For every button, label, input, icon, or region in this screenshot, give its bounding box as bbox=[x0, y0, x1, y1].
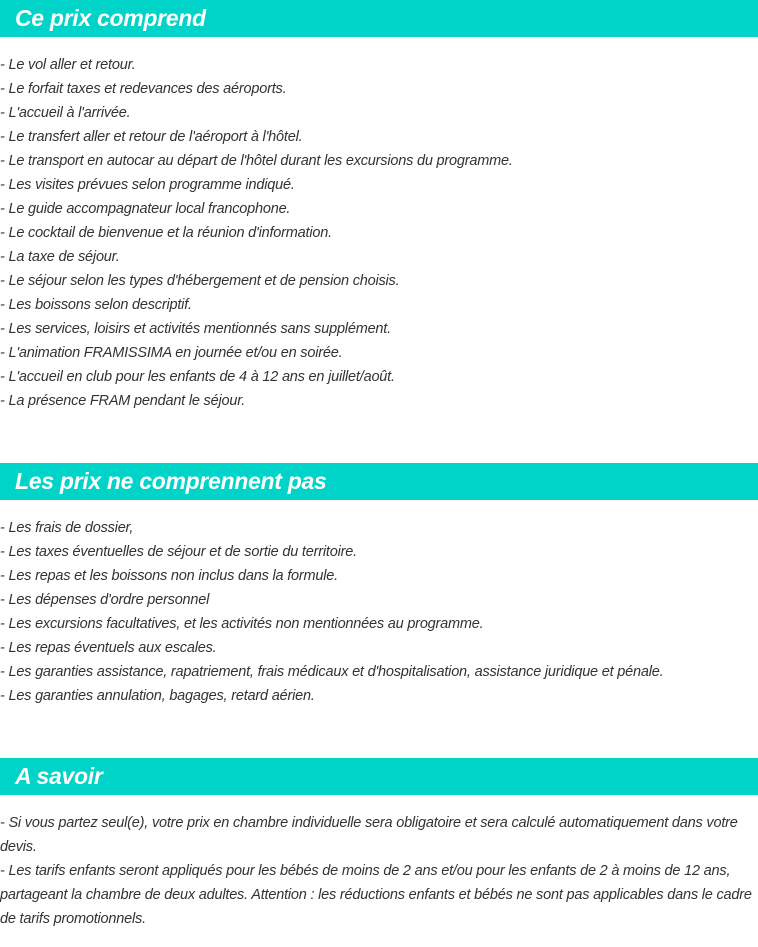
list-item: - Les excursions facultatives, et les activités non mentionnées au programme. bbox=[0, 616, 484, 632]
list-item: - Les boissons selon descriptif. bbox=[0, 297, 192, 313]
paragraph: - Les tarifs enfants seront appliqués pour les bébés de moins de 2 ans et/ou pour les enfants de 2 à moins de 12 ans, partageant la chambre de deux adultes. Attention : les réductions enfants et bébés ne sont pas applicables dans le cadre de tarifs promotionnels. bbox=[0, 863, 752, 927]
list-item: - L'accueil en club pour les enfants de 4 à 12 ans en juillet/août. bbox=[0, 369, 395, 385]
list-item: - Le transport en autocar au départ de l'hôtel durant les excursions du programme. bbox=[0, 153, 513, 169]
list-item: - La taxe de séjour. bbox=[0, 249, 120, 265]
section-title: Les prix ne comprennent pas bbox=[15, 468, 327, 494]
list-item: - Les taxes éventuelles de séjour et de sortie du territoire. bbox=[0, 544, 357, 560]
list-item: - L'animation FRAMISSIMA en journée et/ou en soirée. bbox=[0, 345, 343, 361]
good-to-know-text bbox=[0, 811, 752, 931]
list-item: - Le séjour selon les types d'hébergement et de pension choisis. bbox=[0, 273, 400, 289]
list-item: - Les garanties assistance, rapatriement, frais médicaux et d'hospitalisation, assistance juridique et pénale. bbox=[0, 664, 664, 680]
list-item: - Les dépenses d'ordre personnel bbox=[0, 592, 210, 608]
list-item: - Les repas éventuels aux escales. bbox=[0, 640, 217, 656]
list-item: - La présence FRAM pendant le séjour. bbox=[0, 393, 246, 409]
list-item: - Les garanties annulation, bagages, retard aérien. bbox=[0, 688, 315, 704]
list-item: - Les frais de dossier, bbox=[0, 520, 134, 536]
section-header-included bbox=[0, 0, 758, 37]
section-header-good-to-know bbox=[0, 758, 758, 795]
list-item: - Le vol aller et retour. bbox=[0, 57, 136, 73]
included-list bbox=[0, 53, 758, 413]
list-item: - L'accueil à l'arrivée. bbox=[0, 105, 131, 121]
section-header-not-included bbox=[0, 463, 758, 500]
list-item: - Les services, loisirs et activités mentionnés sans supplément. bbox=[0, 321, 391, 337]
list-item: - Le transfert aller et retour de l'aéroport à l'hôtel. bbox=[0, 129, 303, 145]
paragraph: - Si vous partez seul(e), votre prix en chambre individuelle sera obligatoire et sera calculé automatiquement dans votre devis. bbox=[0, 815, 738, 855]
list-item: - Le guide accompagnateur local francophone. bbox=[0, 201, 291, 217]
list-item: - Le cocktail de bienvenue et la réunion d'information. bbox=[0, 225, 332, 241]
section-title: Ce prix comprend bbox=[15, 5, 206, 31]
list-item: - Les repas et les boissons non inclus dans la formule. bbox=[0, 568, 338, 584]
not-included-list bbox=[0, 516, 758, 708]
list-item: - Le forfait taxes et redevances des aéroports. bbox=[0, 81, 287, 97]
list-item: - Les visites prévues selon programme indiqué. bbox=[0, 177, 295, 193]
section-title: A savoir bbox=[15, 763, 103, 789]
